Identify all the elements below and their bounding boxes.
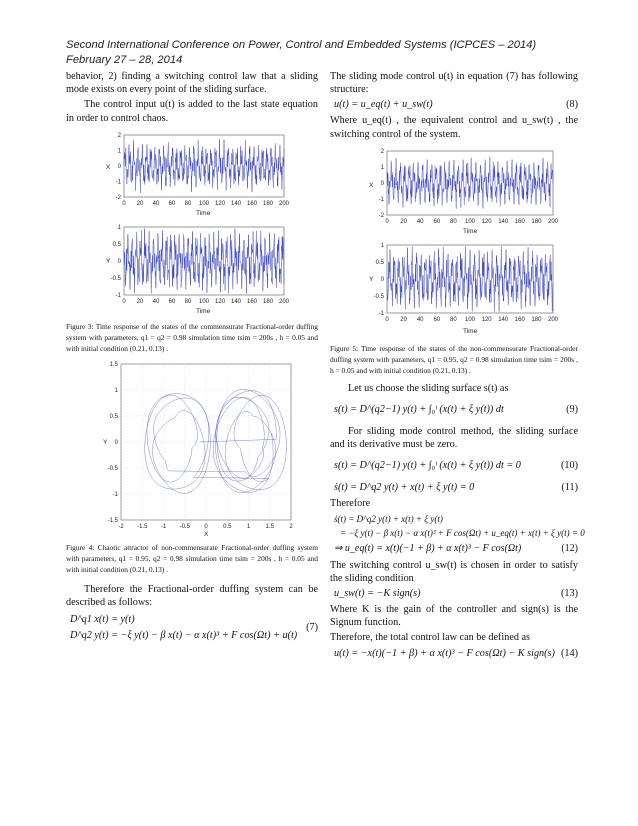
tick-label: 180 xyxy=(531,316,542,323)
tick-label: 120 xyxy=(481,316,492,323)
tick-label: 0 xyxy=(380,180,384,187)
paragraph: Therefore, the total control law can be defined as xyxy=(330,632,530,644)
axis-label-y: Y xyxy=(106,257,111,265)
equation-9 xyxy=(330,397,578,423)
tick-label: 2 xyxy=(380,148,384,155)
tick-label: 2 xyxy=(117,132,121,139)
equation-line: u(t) = u_eq(t) + u_sw(t) xyxy=(334,99,433,111)
conference-title: Second International Conference on Power, Control and Embedded Systems (ICPCES – 2014) xyxy=(66,39,537,51)
equation-line: s(t) = D^(q2−1) y(t) + ∫₀ᵗ (x(t) + ξ y(t)) dt = 0 xyxy=(334,460,521,472)
tick-label: 140 xyxy=(498,218,509,225)
equation-10 xyxy=(330,453,578,479)
tick-label: 140 xyxy=(230,200,242,207)
tick-label: 1 xyxy=(117,148,121,155)
paragraph: The switching control u_sw(t) is chosen in order to satisfy the sliding condition xyxy=(330,559,578,584)
tick-label: -1 xyxy=(112,491,118,498)
tick-label: 0.5 xyxy=(375,259,384,266)
tick-label: 60 xyxy=(433,218,441,225)
plot-y-time xyxy=(369,243,559,335)
equation-number: (8) xyxy=(566,99,578,111)
tick-label: 0.5 xyxy=(223,523,232,530)
paragraph: Where K is the gain of the controller and sign(s) is the Signum function. xyxy=(330,604,578,629)
equation-number: (9) xyxy=(566,404,578,416)
tick-label: 120 xyxy=(214,298,226,305)
tick-label: 200 xyxy=(278,200,290,207)
equation-line: u(t) = −x(t)(−1 + β) + α x(t)³ − F cos(Ωt) − K sign(s) xyxy=(334,647,555,659)
axis-label-x: X xyxy=(106,163,111,171)
tick-label: 160 xyxy=(514,218,525,225)
conference-date: February 27 – 28, 2014 xyxy=(66,54,183,66)
tick-label: 0 xyxy=(380,276,384,283)
tick-label: 200 xyxy=(547,218,559,225)
tick-label: 60 xyxy=(433,316,441,323)
series-y xyxy=(387,247,553,312)
tick-label: 120 xyxy=(481,218,492,225)
tick-label: 80 xyxy=(184,200,192,207)
tick-label: 20 xyxy=(400,218,407,225)
tick-label: 2 xyxy=(289,523,293,530)
tick-label: 120 xyxy=(214,200,226,207)
tick-label: 140 xyxy=(230,298,242,305)
tick-label: -1 xyxy=(115,179,121,186)
equation-8 xyxy=(330,98,578,112)
equation-14 xyxy=(330,647,578,661)
axis-label-time: Time xyxy=(196,307,211,315)
tick-label: -1 xyxy=(160,523,167,530)
tick-label: 40 xyxy=(416,316,424,323)
tick-label: 200 xyxy=(278,298,290,305)
tick-label: 0 xyxy=(122,200,126,207)
equation-line: = −ξ y(t) − β x(t) − α x(t)³ + F cos(Ωt) + u_eq(t) + x(t) + ξ y(t) = 0 xyxy=(340,527,585,538)
tick-label: 0 xyxy=(385,218,389,225)
plot-x-time xyxy=(106,133,290,217)
tick-label: 1 xyxy=(246,523,251,530)
tick-label: -2 xyxy=(115,194,121,201)
tick-label: 180 xyxy=(262,200,274,207)
tick-label: -1 xyxy=(378,310,384,317)
series-x xyxy=(387,157,553,209)
phase-trajectory xyxy=(145,389,287,493)
equation-11 xyxy=(330,481,578,495)
plot-y-time xyxy=(106,225,290,315)
figure-3 xyxy=(92,127,292,317)
axis-label-time: Time xyxy=(463,327,478,335)
tick-label: 100 xyxy=(464,218,476,225)
tick-label: -0.5 xyxy=(179,523,190,530)
tick-label: -0.5 xyxy=(373,293,384,300)
axis-label-y: Y xyxy=(369,275,374,283)
tick-label: 100 xyxy=(198,200,210,207)
figure-3-caption: Figure 3: Time response of the states of the commensurate Fractional-order duffing system with parameters, q1 = q2 = 0.98 simulation time tsim = 200s , h = 0.05 and with initial condition (0.21, 0.13) . xyxy=(66,321,318,353)
equation-number: (10) xyxy=(561,460,578,472)
plot-x-time xyxy=(369,149,559,235)
axis-label-time: Time xyxy=(463,227,478,235)
right-column xyxy=(330,70,585,663)
tick-label: 1 xyxy=(380,242,384,249)
tick-label: 1 xyxy=(117,224,121,231)
paragraph: Let us choose the sliding surface s(t) as xyxy=(348,382,509,394)
equation-line: ṡ(t) = D^q2 y(t) + x(t) + ξ y(t) xyxy=(334,513,443,524)
tick-label: 0 xyxy=(385,316,389,323)
tick-label: 1.5 xyxy=(109,361,118,368)
tick-label: 160 xyxy=(246,200,258,207)
tick-label: -1.5 xyxy=(107,517,118,524)
equation-number: (14) xyxy=(561,647,578,659)
axis-label-y: Y xyxy=(103,438,108,446)
paragraph: The control input u(t) is added to the last state equation in order to control chaos. xyxy=(66,99,318,124)
figure-4 xyxy=(87,360,297,538)
equation-line: ⇒ u_eq(t) = x(t)(−1 + β) + α x(t)³ − F cos(Ωt) xyxy=(334,542,522,554)
equation-line: s(t) = D^(q2−1) y(t) + ∫₀ᵗ (x(t) + ξ y(t)) dt xyxy=(334,404,504,416)
tick-label: 0.5 xyxy=(112,241,121,248)
equation-12 xyxy=(330,513,585,557)
equation-line: ṡ(t) = D^q2 y(t) + x(t) + ξ y(t) = 0 xyxy=(334,482,475,494)
tick-label: 20 xyxy=(400,316,407,323)
axis-label-x: X xyxy=(204,530,209,538)
tick-label: 0 xyxy=(117,163,121,170)
equation-number: (12) xyxy=(561,542,578,554)
tick-label: -0.5 xyxy=(110,275,121,282)
tick-label: 140 xyxy=(498,316,509,323)
tick-label: 1 xyxy=(114,387,118,394)
tick-label: 0 xyxy=(114,439,118,446)
paragraph: For sliding mode control method, the sliding surface and its derivative must be zero. xyxy=(330,426,578,451)
tick-label: 40 xyxy=(152,200,160,207)
paragraph: Therefore xyxy=(330,498,371,510)
tick-label: 40 xyxy=(416,218,424,225)
tick-label: 40 xyxy=(152,298,160,305)
tick-label: -1 xyxy=(378,196,384,203)
series-y xyxy=(124,229,284,294)
tick-label: -1.5 xyxy=(137,523,148,530)
tick-label: 100 xyxy=(464,316,476,323)
tick-label: 80 xyxy=(450,316,457,323)
tick-label: -0.5 xyxy=(107,465,118,472)
equation-number: (11) xyxy=(561,482,578,494)
tick-label: 0 xyxy=(122,298,126,305)
tick-label: 80 xyxy=(450,218,457,225)
paragraph: Where u_eq(t) , the equivalent control and u_sw(t) , the switching control of the system. xyxy=(330,115,578,140)
left-column xyxy=(66,70,318,647)
tick-label: -1 xyxy=(115,292,121,299)
tick-label: 200 xyxy=(547,316,559,323)
tick-label: 0.5 xyxy=(109,413,118,420)
tick-label: 160 xyxy=(246,298,258,305)
tick-label: 60 xyxy=(168,200,176,207)
equation-7 xyxy=(66,611,318,645)
tick-label: 100 xyxy=(198,298,210,305)
figure-5 xyxy=(349,143,559,339)
equation-line: u_sw(t) = −K sign(s) xyxy=(334,588,421,600)
tick-label: 180 xyxy=(262,298,274,305)
axis-label-x: X xyxy=(369,181,374,189)
tick-label: 0 xyxy=(117,258,121,265)
paragraph: Therefore the Fractional-order duffing system can be described as follows: xyxy=(66,583,318,609)
tick-label: -2 xyxy=(118,523,124,530)
tick-label: 60 xyxy=(168,298,176,305)
page-header xyxy=(66,38,536,68)
figure-4-caption: Figure 4: Chaotic attractor of non-commensurate Fractional-order duffing system with parameters, q1 = 0.95, q2 = 0.98 simulation time tsim = 200s , h = 0.05 and with initial condition (0.21, 0.13) . xyxy=(66,542,318,574)
equation-number: (7) xyxy=(306,622,318,634)
equation-13 xyxy=(330,587,578,601)
tick-label: 20 xyxy=(136,200,144,207)
paragraph: behavior, 2) finding a switching control law that a sliding mode exists on every point of the sliding surface. xyxy=(66,71,318,96)
paragraph: The sliding mode control u(t) in equation (7) has following structure: xyxy=(330,71,578,96)
tick-label: 160 xyxy=(514,316,525,323)
equation-number: (13) xyxy=(561,588,578,600)
tick-label: -2 xyxy=(378,212,384,219)
tick-label: 1 xyxy=(380,164,384,171)
equation-line: D^q1 x(t) = y(t) xyxy=(70,614,135,626)
figure-5-caption: Figure 5: Time response of the states of the non-commensurate Fractional-order duffing system with parameters, q1 = 0.95, q2 = 0.98 simulation time tsim = 200s , h = 0.05 and with initial condition (0.21, 0.13) . xyxy=(330,343,578,375)
tick-label: 20 xyxy=(136,298,144,305)
axis-label-time: Time xyxy=(196,209,211,217)
tick-label: 0 xyxy=(204,523,208,530)
tick-label: 80 xyxy=(184,298,192,305)
tick-label: 1.5 xyxy=(265,523,274,530)
series-x xyxy=(124,139,284,193)
equation-line: D^q2 y(t) = −ξ y(t) − β x(t) − α x(t)³ + F cos(Ωt) + u(t) xyxy=(70,630,298,642)
tick-label: 180 xyxy=(531,218,542,225)
